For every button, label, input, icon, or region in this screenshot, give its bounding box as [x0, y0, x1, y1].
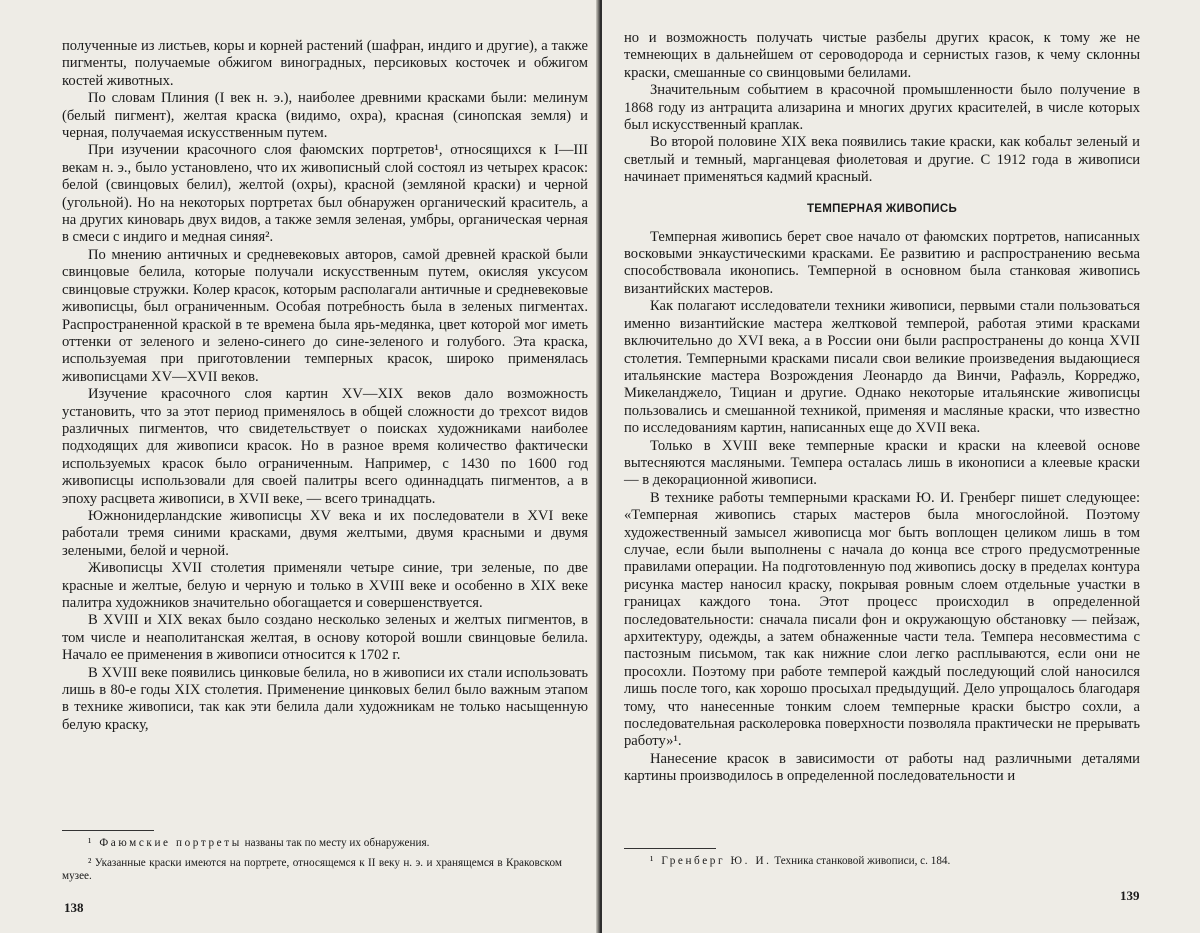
- section-heading: ТЕМПЕРНАЯ ЖИВОПИСЬ: [624, 203, 1140, 215]
- footnote-text: ² Указанные краски имеются на портрете, относящемся к II веку н. э. и хранящемся в Краковском музее.: [62, 857, 562, 883]
- left-page: [0, 0, 598, 933]
- paragraph: В технике работы темперными красками Ю. И. Гренберг пишет следующее: «Темперная живопись старых мастеров была многослойной. Поэтому художественный замысел живописца мог быть воплощен целиком лишь в том случае, если были выполнены с начала до конца все строго предусмотренные правилами операции. На подготовленную под живопись доску в пределах контура рисунка мастер наносил краску, покрывая ровным слоем отдельные участки в границах каждого тона. Этот процесс происходил в определенной последовательности: сначала писали фон и окружающую обстановку — пейзаж, архитектуру, одежды, а затем обнаженные части тела. Темпера несовместима с пастозным письмом, так как нижние слои легко расплываются, если они не просохли. Поэтому при работе темперой каждый последующий слой наносился лишь после того, как хорошо просыхал предыдущий. Дело упрощалось благодаря тому, что нанесенные тонким слоем темперные краски быстро сохли, а последовательная расколеровка поверхности позволяла практически не прерывать работу»¹.: [624, 490, 1140, 751]
- right-page: [602, 0, 1200, 933]
- book-spread: [0, 0, 1200, 933]
- footnote-lead: ¹ Гренберг Ю. И.: [650, 855, 772, 867]
- paragraph: Изучение красочного слоя картин XV—XIX веков дало возможность установить, что за этот период применялось в общей сложности до трехсот видов различных пигментов, что свидетельствует о поисках художниками наиболее подходящих для живописи красок. Но в разное время количество фактически используемых красок было ограниченным. Например, с 1430 по 1600 год живописцы использовали для своей палитры всего одиннадцать пигментов, а в эпоху расцвета живописи, в XVII веке, — всего тринадцать.: [62, 386, 588, 508]
- left-footnote-list: [62, 837, 562, 884]
- paragraph: Значительным событием в красочной промышленности было получение в 1868 году из антрацита ализарина и многих других красителей, в числе которых был искусственный краплак.: [624, 82, 1140, 134]
- paragraph: Южнонидерландские живописцы XV века и их последователи в XVI веке работали тремя синими красками, двумя желтыми, двумя красными и двумя зелеными, белой и черной.: [62, 508, 588, 560]
- paragraph: Темперная живопись берет свое начало от фаюмских портретов, написанных восковыми энкаустическими красками. Ее развитию и распространению весьма способствовала иконопись. Темперной в основном была станковая живопись византийских мастеров.: [624, 229, 1140, 299]
- footnote-lead: ¹ Фаюмские портреты: [88, 837, 242, 849]
- paragraph: По мнению античных и средневековых авторов, самой древней краской были свинцовые белила, которые получали искусственным путем, окисляя уксусом свинцовые стружки. Колер красок, которым располагали античные и средневековые живописцы, был ограниченным. Особая потребность была в зеленых пигментах. Распространенной краской в те времена была ярь-медянка, цвет которой мог иметь оттенки от зеленого и зелено-синего до сине-зеленого и голубого. Эта краска, используемая при приготовлении темперных красок, широко применялась живописцами XV—XVII веков.: [62, 247, 588, 386]
- paragraph: Как полагают исследователи техники живописи, первыми стали пользоваться именно византийские мастера желтковой темперой, работая этими красками включительно до XVI века, а в России они были распространены до конца XVII столетия. Темперными красками писали свои великие произведения выдающиеся итальянские мастера Возрождения Леонардо да Винчи, Рафаэль, Корреджо, Микеланджело, Тициан и другие. Однако некоторые итальянские живописцы пользовались и смешанной техникой, применяя и масляные краски, что известно по исследованиям картин, написанных еще до XVII века.: [624, 298, 1140, 437]
- page-number-right: 139: [1120, 888, 1140, 904]
- footnote: [624, 855, 1124, 869]
- right-footnotes: [624, 848, 1124, 869]
- paragraph: В XVIII веке появились цинковые белила, но в живописи их стали использовать лишь в 80-е годы XIX столетия. Применение цинковых белил было важным этапом в технике живописи, так как эти белила дали художникам не только насыщенную белую краску,: [62, 665, 588, 735]
- paragraph: Нанесение красок в зависимости от работы над различными деталями картины производилось в определенной последовательности и: [624, 751, 1140, 786]
- footnote: [62, 837, 562, 851]
- paragraph: При изучении красочного слоя фаюмских портретов¹, относящихся к I—III векам н. э., было установлено, что их живописный слой состоял из четырех красок: белой (свинцовых белил), желтой (охры), красной (земляной краски) и черной (угольной). Но на некоторых портретах был обнаружен органический краситель, а на других киноварь двух видов, а также земля зеленая, умбры, органическая черная в смеси с индиго и медная синяя².: [62, 142, 588, 246]
- paragraph: полученные из листьев, коры и корней растений (шафран, индиго и другие), а также пигменты, получаемые обжигом виноградных, персиковых косточек и обжигом костей животных.: [62, 38, 588, 90]
- left-footnotes: [62, 830, 562, 884]
- footnote-rule: [624, 848, 716, 849]
- footnote-text: Техника станковой живописи, с. 184.: [772, 855, 951, 867]
- right-page-body-top: [624, 30, 1140, 187]
- footnote: [62, 857, 562, 884]
- paragraph: По словам Плиния (I век н. э.), наиболее древними красками были: мелинум (белый пигмент), желтая краска (видимо, охра), красная (синопская земля) и черная, получаемая искусственным путем.: [62, 90, 588, 142]
- footnote-text: названы так по месту их обнаружения.: [242, 837, 430, 849]
- left-page-body: [62, 38, 588, 734]
- paragraph: Только в XVIII веке темперные краски и краски на клеевой основе вытесняются масляными. Темпера осталась лишь в иконописи а клеевые краски — в декорационной живописи.: [624, 438, 1140, 490]
- footnote-rule: [62, 830, 154, 831]
- right-footnote-list: [624, 855, 1124, 869]
- paragraph: Во второй половине XIX века появились такие краски, как кобальт зеленый и светлый и темный, марганцевая фиолетовая и другие. С 1912 года в живописи начинает применяться кадмий красный.: [624, 134, 1140, 186]
- paragraph: но и возможность получать чистые разбелы других красок, к тому же не темнеющих в дальнейшем от сероводорода и сернистых газов, к чему склонны краски, смешанные со свинцовыми белилами.: [624, 30, 1140, 82]
- paragraph: Живописцы XVII столетия применяли четыре синие, три зеленые, по две красные и желтые, белую и черную и только в XVIII веке и особенно в XIX веке палитра художников значительно обогащается и совершенствуется.: [62, 560, 588, 612]
- right-page-body-bottom: [624, 229, 1140, 786]
- page-number-left: 138: [64, 900, 84, 916]
- paragraph: В XVIII и XIX веках было создано несколько зеленых и желтых пигментов, в том числе и неаполитанская желтая, в основу которой вошли свинцовые белила. Начало ее применения в живописи относится к 1702 г.: [62, 612, 588, 664]
